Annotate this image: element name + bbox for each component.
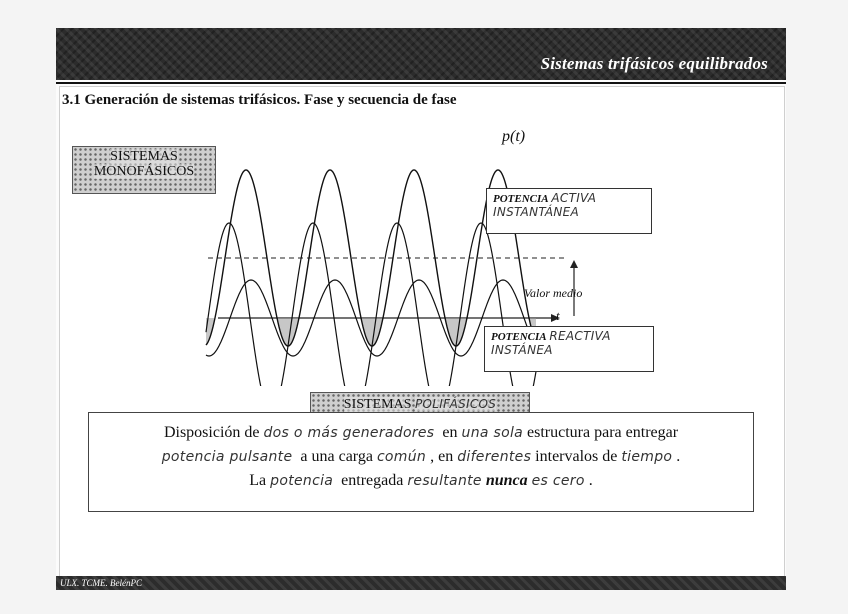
mono-label-line2: MONOFÁSICOS <box>93 164 195 179</box>
l3-h2: resultante <box>407 473 482 489</box>
l2-b: , en <box>430 448 454 465</box>
definition-box <box>88 412 754 512</box>
activa-hand1: ACTIVA <box>551 191 597 205</box>
valor-medio-arrowhead <box>570 260 578 268</box>
header-title: Sistemas trifásicos equilibrados <box>540 54 768 73</box>
monophasic-label <box>72 146 216 194</box>
footer-text: ULX. TCME. BelénPC <box>60 578 142 588</box>
l1-h2: una sola <box>461 425 524 441</box>
slide <box>56 28 786 590</box>
l3-d: . <box>588 472 593 489</box>
l2-a: a una carga <box>300 448 373 465</box>
l1-h1: dos o más generadores <box>263 425 435 441</box>
l2-d: . <box>676 448 681 465</box>
reactiva-hand1: REACTIVA <box>549 329 611 343</box>
l3-a: La <box>249 472 267 489</box>
mono-label-line1: SISTEMAS <box>110 149 178 164</box>
potencia-activa-box <box>486 188 652 234</box>
l2-c: intervalos de <box>535 448 618 465</box>
poly-label-printed: SISTEMAS <box>343 397 412 412</box>
l2-h1: potencia pulsante <box>161 449 293 465</box>
header-band <box>56 28 786 80</box>
l3-b: entregada <box>341 472 404 489</box>
valor-medio-label: Valor medio <box>524 286 583 300</box>
l2-h4: tiempo <box>621 449 673 465</box>
l1-b: en <box>442 424 458 441</box>
l1-a: Disposición de <box>163 424 260 441</box>
l1-c: estructura para entregar <box>527 424 679 441</box>
t-axis-label: t <box>556 308 560 323</box>
footer-band <box>56 576 786 590</box>
l2-h3: diferentes <box>457 449 532 465</box>
reactiva-bold: POTENCIA <box>491 331 547 343</box>
p-of-t-label: p(t) <box>502 128 526 145</box>
reactiva-hand2: INSTÁNEA <box>491 343 553 357</box>
section-title: 3.1 Generación de sistemas trifásicos. Fase y secuencia de fase <box>62 92 457 108</box>
definition-line-2 <box>89 445 753 469</box>
activa-hand2: INSTANTÁNEA <box>493 205 580 219</box>
header-divider <box>56 82 786 84</box>
l3-h3: es cero <box>531 473 585 489</box>
l3-c: nunca <box>485 472 528 489</box>
l2-h2: común <box>376 449 427 465</box>
definition-line-3 <box>89 469 753 493</box>
definition-line-1 <box>89 421 753 445</box>
poly-label-hand: POLIFÁSICOS <box>414 397 497 411</box>
potencia-reactiva-box <box>484 326 654 372</box>
l3-h1: potencia <box>270 473 334 489</box>
activa-bold: POTENCIA <box>493 193 549 205</box>
